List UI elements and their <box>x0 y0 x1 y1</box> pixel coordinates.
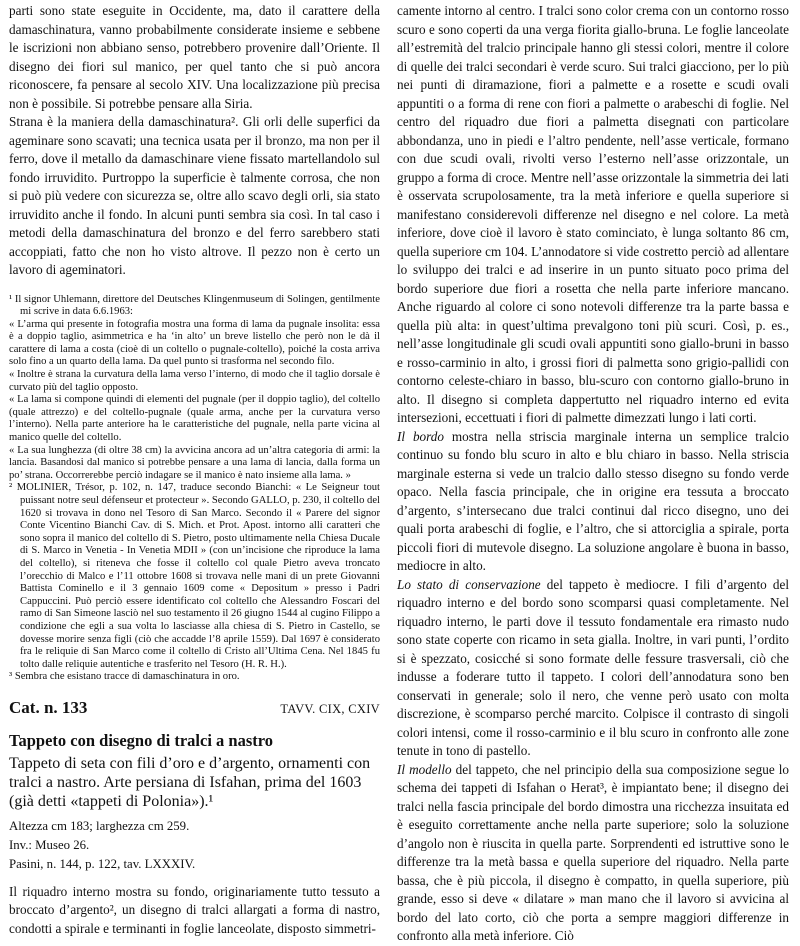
section-label: Lo stato di conservazione <box>397 576 541 592</box>
footnote: ² MOLINIER, Trésor, p. 102, n. 147, traduce secondo Bianchi: « Le Seigneur tout puissant notre seul défenseur et protecteur ». Secondo GALLO, p. 230, il coltello del 1620 si trovava in dono nel Tesoro di San Marco. Secondo il « Parere del signor Conte Vicentino Bianchi Cav. di S. Mich. et Prot. Apost. intorno alli caratteri che sono sopra il manico del coltello di S. Pietro, posto ultimamente nella Chiesa Ducale di S. Marco in Venetia - In Venetia MDII » (con un’incisione che riproduce la lama del coltello), si riteneva che fosse il coltello col quale Pietro aveva troncato l’orecchio di Malco e l’11 ottobre 1608 si trovava nelle mani di un prete Giovanni Battista Cominello e il 3 gennaio 1609 come « Depositum » presso i Padri Cappuccini. Può perciò essere identificato col coltello che Alessandro Foscari del ramo di San Simeone lasciò nel suo testamento il 26 giugno 1544 al cugino Filippo a condizione che egli a sua volta lo lasciasse alla chiesa di S. Pietro in Castello, se dovesse morire senza figli (ciò che accadde l’8 aprile 1559). Dal 1697 è considerato fra le reliquie di San Marco come il coltello di Cristo all’Ultima Cena. Nel 1845 fu tolto dalle reliquie autentiche e trasferito nel Tesoro (H. R. H.). <box>9 482 380 670</box>
dimensions: Altezza cm 183; larghezza cm 259. <box>9 818 190 833</box>
catalogue-description: Tappeto di seta con fili d’oro e d’argento, ornamenti con tralci a nastro. Arte persiana di Isfahan, prima del 1603 (già detti «tappeti di Polonia»).¹ <box>9 754 371 810</box>
section-label: Il modello <box>397 761 452 777</box>
body-paragraph: Strana è la maniera della damaschinatura². Gli orli delle superfici da ageminare sono scavati; una tecnica usata per il bronzo, ma non per il ferro, dove il metallo da damaschinare viene fissato martellandolo sul fondo irruvidito. Purtroppo la superficie è talmente corrosa, che non si può più vedere con sicurezza se, oltre allo scavo degli orli, sia stato irruvidito anche il fondo. In alcuni punti sembra sia così. In tal caso i metodi della damaschinatura del bronzo e del ferro sarebbero stati accoppiati, fatto che non ho visto altrove. Il pezzo non è certo un lavoro di ageminatori. <box>9 114 380 277</box>
catalogue-header <box>9 698 380 718</box>
footnote: ³ Sembra che esistano tracce di damaschinatura in oro. <box>9 671 240 683</box>
footnote: « Inoltre è strana la curvatura della lama verso l’interno, di modo che il taglio dorsale è curvato più del taglio opposto. <box>9 369 380 393</box>
right-column <box>397 2 789 946</box>
paragraph-text: mostra nella striscia marginale interna un semplice tralcio continuo su fondo blu scuro in alto e blu chiaro in basso. Nella striscia marginale esterna si vede un tralcio dallo stesso disegno su fondo verde opaco. Nella fascia principale, che in origine era tessuta a broccato d’argento, s’intersecano due tralci continui dal ricco disegno, uno dei quali porta arabeschi di foglie, e l’altro, che si attorciglia a spirale, porta piccoli fiori di mutevole disegno. La soluzione angolare è buona in basso, mediocre in alto. <box>397 428 789 573</box>
section-label: Il bordo <box>397 428 444 444</box>
left-column <box>9 2 380 938</box>
body-paragraph <box>397 576 789 761</box>
body-paragraph: parti sono state eseguite in Occidente, ma, dato il carattere della damaschinatura, vanno probabilmente considerate insieme e sebbene le iscrizioni non abbiano senso, potrebbero provenire dall’Oriente. Il disegno dei fiori sul manico, per quel tanto che si può ancora riconoscere, fa pensare al secolo XIV. Una localizzazione più precisa non è possibile. Si potrebbe pensare alla Siria. <box>9 3 380 111</box>
paragraph-text: del tappeto, che nel principio della sua composizione segue lo schema dei tappeti di Isfahan o Herat³, è impiantato bene; il disegno dei tralci nella fascia principale del bordo dimostra una ricchezza insuitata ed è eseguito correttamente anche nella parte superiore; solo la soluzione d’angolo non è riuscita in quella parte. Sorprendenti ed istruttive sono le differenze tra la metà bassa e quella superiore del riquadro. Nella parte bassa, che è più piccola, il disegno è compatto, in quella superiore, più grande, esso si deve « dilatare » man mano che il lavoro si avvicina al bordo del lato corto, ciò che porta a sempre maggiori differenze in confronto alla metà inferiore. Ciò <box>397 761 790 943</box>
catalogue-number: Cat. n. 133 <box>9 697 88 717</box>
paragraph-text: del tappeto è mediocre. I fili d’argento del riquadro interno e del bordo sono scomparsi quasi completamente. Nel riquadro interno, le parti dove il tessuto fondamentale era rimasto nudo sono state coperte con ricamo in seta gialla. Inoltre, in vari punti, l’ordito si è spezzato, cosicché si sono formate delle fessure trasversali, ciò che indusse a foderare tutto il tappeto. I colori dell’annodatura sono ben conservati in generale; solo il nero, che venne però usato con molta discrezione, è scomparso perché marcito. Colpisce il contrasto di singoli colori intensi, come il rosso-carminio e il blu scuro in confronto alle zone tenute in tono di pastello. <box>397 576 789 758</box>
catalogue-title: Tappeto con disegno di tralci a nastro <box>9 730 274 750</box>
body-paragraph: camente intorno al centro. I tralci sono color crema con un contorno rosso scuro e sono coperti da una verga fiorita giallo-bruna. Le foglie lanceolate all’estremità del tralcio principale hanno gli stessi colori, mentre il colore di quelle dei tralci secondari è verde scuro. Sui tralci giacciono, per lo più nei punti di diramazione, fiori a palmette e a rosette e scudi ovali appuntiti o a forma di rene con fiori a palmette o arabeschi di foglie. Nel centro del riquadro due fiori a palmetta disegnati con particolare abbondanza, uno in piedi e l’altro pendente, nell’asse verticale, formano con due scudi ovali, rivolti verso l’esterno nell’asse orizzontale, un gruppo a forma di croce. Mentre nell’asse orizzontale la simmetria dei lati è osservata scrupolosamente, tra la metà inferiore e quella superiore si manifestano considerevoli differenze nel disegno e nel colore. La metà inferiore, dove cioè il lavoro è stato cominciato, è lunga soltanto 86 cm, quella superiore cm 104. L’annodatore si vide costretto perciò ad allentare lo sviluppo dei tralci e ad inserire in un punto situato poco prima del bordo superiore due fiori a rosetta che nella parte inferiore mancano. Anche riguardo al colore ci sono notevoli differenze tra la parte bassa e quella più alta: in quest’ultima prevalgono toni più scuri. Così, p. es., nell’asse longitudinale gli scudi ovali appuntiti sono giallo-bruni in basso e rosso-carminio in alto, i grossi fiori di palmetta sono grigio-pallidi con contorno celeste-chiaro in basso, blu-scuro con contorno giallo-bruno in alto. Il disegno si completa dappertutto nel riquadro interno ed evita intersezioni, eccettuati i fiori di palmette dimezzati lungo i lati corti. <box>397 3 789 425</box>
body-paragraph <box>397 428 789 576</box>
bibliography: Pasini, n. 144, p. 122, tav. LXXXIV. <box>9 856 196 871</box>
footnotes <box>9 294 380 684</box>
body-paragraph: Il riquadro interno mostra su fondo, originariamente tutto tessuto a broccato d’argento², un disegno di tralci allargati a forma di nastro, condotti a spirale e terminanti in foglie lanceolate, disposto simmetri- <box>9 883 380 936</box>
footnote: « L’arma qui presente in fotografia mostra una forma di lama da pugnale insolita: essa è a doppio taglio, asimmetrica e ha ‘in alto’ un breve listello che però non le dà il carattere di lama a costa (cioè di un coltello o pugnale-coltello), poiché la costa arriva solo fino a un quarto della lama. Da quel punto si trasforma nel secondo filo. <box>9 318 380 368</box>
plate-references: TAVV. CIX, CXIV <box>280 701 380 716</box>
footnote: « La lama si compone quindi di elementi del pugnale (per il doppio taglio), del coltello (quale attrezzo) e del coltello-pugnale (quale arma, anche per la curvatura verso l’interno). Nella parte anteriore ha le caratteristiche del pugnale, nella parte vicina al manico quelle del coltello. <box>9 394 380 444</box>
inventory: Inv.: Museo 26. <box>9 837 90 852</box>
body-paragraph <box>397 761 789 946</box>
footnote: « La sua lunghezza (di oltre 38 cm) la avvicina ancora ad un’altra categoria di armi: la lancia. Basandosi dal manico si potrebbe pensare a una lama di lancia, dalla forma un po’ strana. Occorrerebbe perciò indagare se il manico è nato insieme alla lama. » <box>9 444 380 481</box>
footnote: ¹ Il signor Uhlemann, direttore del Deutsches Klingenmuseum di Solingen, gentilmente mi scrive in data 6.6.1963: <box>9 293 380 318</box>
